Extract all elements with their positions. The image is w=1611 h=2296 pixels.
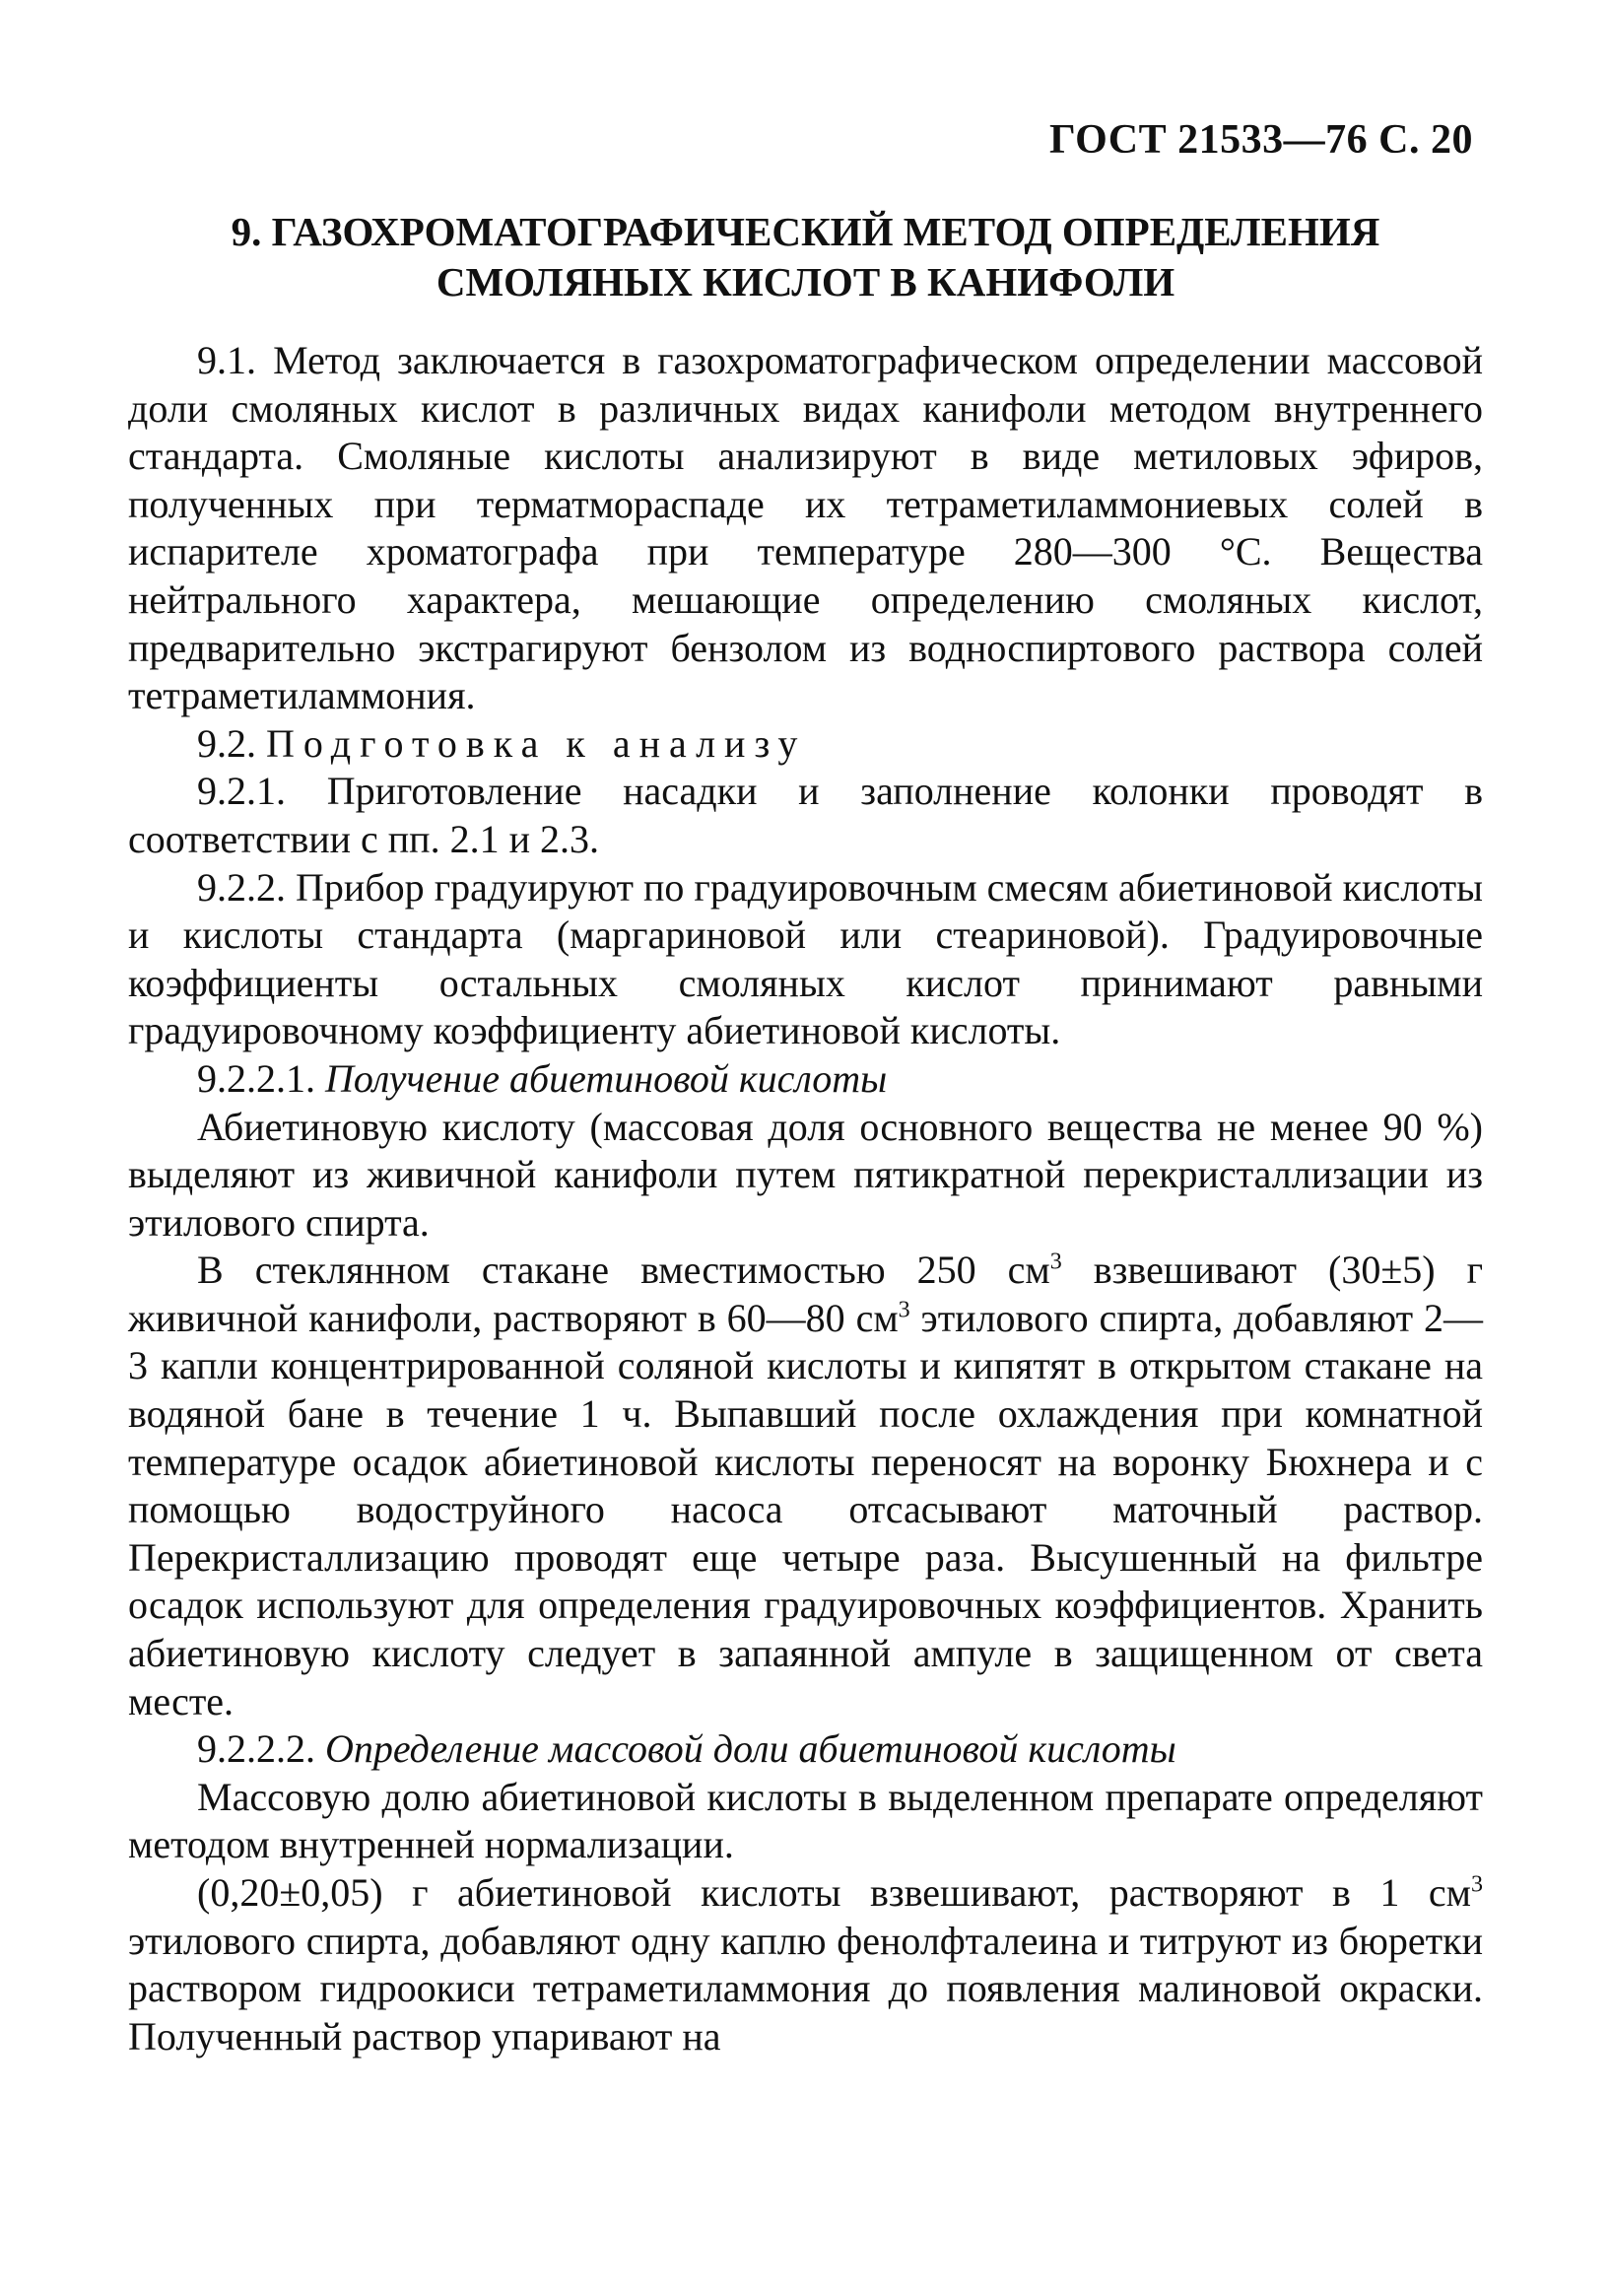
paragraph-9-2-2-2 bbox=[128, 1725, 1483, 1774]
page-header: ГОСТ 21533—76 С. 20 bbox=[1048, 117, 1473, 163]
text-fragment: (0,20±0,05) г абиетиновой кислоты взвешивают, растворяют в 1 см bbox=[197, 1870, 1471, 1915]
document-body bbox=[128, 337, 1483, 2060]
paragraph-9-2-2-2-title: Определение массовой доли абиетиновой кислоты bbox=[325, 1726, 1176, 1772]
paragraph-9-2-2-1-text-a: Абиетиновую кислоту (массовая доля основного вещества не менее 90 %) выделяют из живичной канифоли путем пятикратной перекристаллизации из этилового спирта. bbox=[128, 1104, 1483, 1245]
section-title-line-2: СМОЛЯНЫХ КИСЛОТ В КАНИФОЛИ bbox=[436, 259, 1175, 304]
paragraph-9-2-2-1 bbox=[128, 1055, 1483, 1104]
paragraph-9-2-2-2-text-a: Массовую долю абиетиновой кислоты в выделенном препарате определяют методом внутренней нормализации. bbox=[128, 1774, 1483, 1867]
paragraph-9-2-2-1-text-b bbox=[128, 1247, 1483, 1725]
paragraph-9-2-2-1-title: Получение абиетиновой кислоты bbox=[325, 1055, 888, 1101]
superscript: 3 bbox=[1049, 1249, 1062, 1275]
superscript: 3 bbox=[898, 1297, 910, 1323]
paragraph-9-1: 9.1. Метод заключается в газохроматографическом определении массовой доли смоляных кислот в различных видах канифоли методом внутреннего стандарта. Смоляные кислоты анализируют в виде метиловых эфиров, полученных при терматмораспаде их тетраметиламмониевых солей в испарителе хроматографа при температуре 280—300 °С. Вещества нейтрального характера, мешающие определению смоляных кислот, предварительно экстрагируют бензолом из водноспиртового раствора солей тетраметиламмония. bbox=[128, 338, 1483, 718]
paragraph-9-2-2-1-number: 9.2.2.1. bbox=[197, 1055, 325, 1101]
superscript: 3 bbox=[1471, 1871, 1483, 1898]
paragraph-9-2-number: 9.2. bbox=[197, 720, 266, 766]
text-fragment: этилового спирта, добавляют одну каплю фенолфталеина и титруют из бюретки раствором гидроокиси тетраметиламмония до появления малиновой окраски. Полученный раствор упаривают на bbox=[128, 1918, 1483, 2059]
section-title bbox=[128, 207, 1483, 307]
paragraph-9-2-2-2-text-b bbox=[128, 1869, 1483, 2060]
paragraph-9-2-2-2-number: 9.2.2.2. bbox=[197, 1726, 325, 1772]
text-fragment: В стеклянном стакане вместимостью 250 см bbox=[197, 1248, 1050, 1293]
paragraph-9-2-title: Подготовка к анализу bbox=[266, 720, 807, 766]
text-fragment: этилового спирта, добавляют 2—3 капли концентрированной соляной кислоты и кипятят в открытом стакане на водяной бане в течение 1 ч. Выпавший после охлаждения при комнатной температуре осадок абиетиновой кислоты переносят на воронку Бюхнера и с помощью водоструйного насоса отсасывают маточный раствор. Перекристаллизацию проводят еще четыре раза. Высушенный на фильтре осадок используют для определения градуировочных коэффициентов. Хранить абиетиновую кислоту следует в запаянной ампуле в защищенном от света месте. bbox=[128, 1295, 1483, 1723]
paragraph-9-2-1: 9.2.1. Приготовление насадки и заполнение колонки проводят в соответствии с пп. 2.1 и 2.3. bbox=[128, 769, 1483, 861]
paragraph-9-2 bbox=[128, 720, 1483, 769]
text-fragment: взвешивают (30±5) г живичной канифоли, растворяют в 60—80 см bbox=[128, 1248, 1484, 1340]
paragraph-9-2-2: 9.2.2. Прибор градуируют по градуировочным смесям абиетиновой кислоты и кислоты стандарта (маргариновой или стеариновой). Градуировочные коэффициенты остальных смоляных кислот принимают равными градуировочному коэффициенту абиетиновой кислоты. bbox=[128, 864, 1483, 1053]
section-title-line-1: 9. ГАЗОХРОМАТОГРАФИЧЕСКИЙ МЕТОД ОПРЕДЕЛЕНИЯ bbox=[231, 209, 1380, 254]
